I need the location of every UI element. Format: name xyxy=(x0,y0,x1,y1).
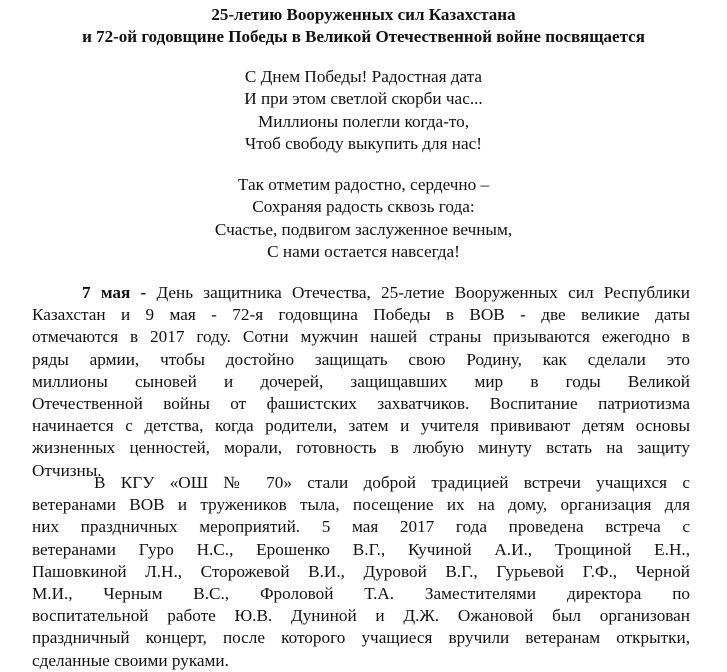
paragraph-line: жизненных ценностей, морали, готовность в любую минуту встать на защиту xyxy=(32,438,690,458)
paragraph-line: В КГУ «ОШ № 70» стали доброй традицией встречи учащихся с xyxy=(94,473,690,492)
poem-line: Счастье, подвигом заслуженное вечным, xyxy=(214,219,513,239)
poem-line: Миллионы полегли когда-то, xyxy=(257,111,470,131)
paragraph-line: ветеранами Гуро Н.С., Ерошенко В.Г., Кучиной А.И., Трощиной Е.Н., xyxy=(32,539,690,559)
paragraph-line: Пашовкиной Л.Н., Сторожевой В.И., Дуровой В.Г., Гурьевой Г.Ф., Черной xyxy=(32,561,690,581)
title-line-1: 25-летию Вооруженных сил Казахстана xyxy=(211,5,516,24)
paragraph-line: отмечаются в 2017 году. Сотни мужчин нашей страны призываются ежегодно в xyxy=(32,327,690,347)
paragraph-line: начинается с детства, когда родители, затем и учителя прививают детям основы xyxy=(32,416,690,436)
poem-line: Чтоб свободу выкупить для нас! xyxy=(245,133,482,153)
paragraph-line: воспитательной работе Ю.В. Дуниной и Д.Ж. Ожановой был организован xyxy=(32,606,690,626)
poem-line: С Днем Победы! Радостная дата xyxy=(244,67,483,86)
poem-line: С нами остается навсегда! xyxy=(267,241,460,261)
paragraph-line: них праздничных мероприятий. 5 мая 2017 года проведена встреча с xyxy=(32,517,690,537)
paragraph-line: праздничный концерт, после которого учащиеся вручили ветеранам открытки, xyxy=(32,628,690,648)
paragraph-line: ряды армии, чтобы достойно защищать свою Родину, как сделали это xyxy=(32,349,690,369)
poem-line: Сохраняя радость сквозь года: xyxy=(252,197,475,217)
paragraph-line xyxy=(32,282,690,304)
paragraph-line-text: День защитника Отечества, 25-летие Вооруженных сил Республики xyxy=(156,283,690,302)
poem-stanza-2 xyxy=(0,174,727,263)
poem-stanza-1 xyxy=(0,66,727,155)
title-line-2: и 72-ой годовщине Победы в Великой Отечественной войне посвящается xyxy=(82,27,645,46)
poem-line: И при этом светлой скорби час... xyxy=(244,89,483,109)
poem-line: Так отметим радостно, сердечно – xyxy=(237,175,490,194)
paragraph-line: сделанные своими руками. xyxy=(32,650,229,670)
paragraph-line: ветеранами ВОВ и тружеников тыла, посещение их на дому, организация для xyxy=(32,495,690,515)
article-paragraph-2 xyxy=(32,472,690,672)
date-lead: 7 мая - xyxy=(82,283,157,302)
paragraph-line: Казахстан и 9 мая - 72-я годовщина Победы в ВОВ - две великие даты xyxy=(32,305,690,325)
paragraph-line: Отечественной войны от фашистских захватчиков. Воспитание патриотизма xyxy=(32,393,690,413)
paragraph-line: М.И., Черным В.С., Фроловой Т.А. Заместителями директора по xyxy=(32,583,690,603)
paragraph-line: миллионы сыновей и дочерей, защищавших мир в годы Великой xyxy=(32,371,690,391)
paragraph-line: Отчизны. xyxy=(32,460,102,480)
article-paragraph-1 xyxy=(32,282,690,482)
